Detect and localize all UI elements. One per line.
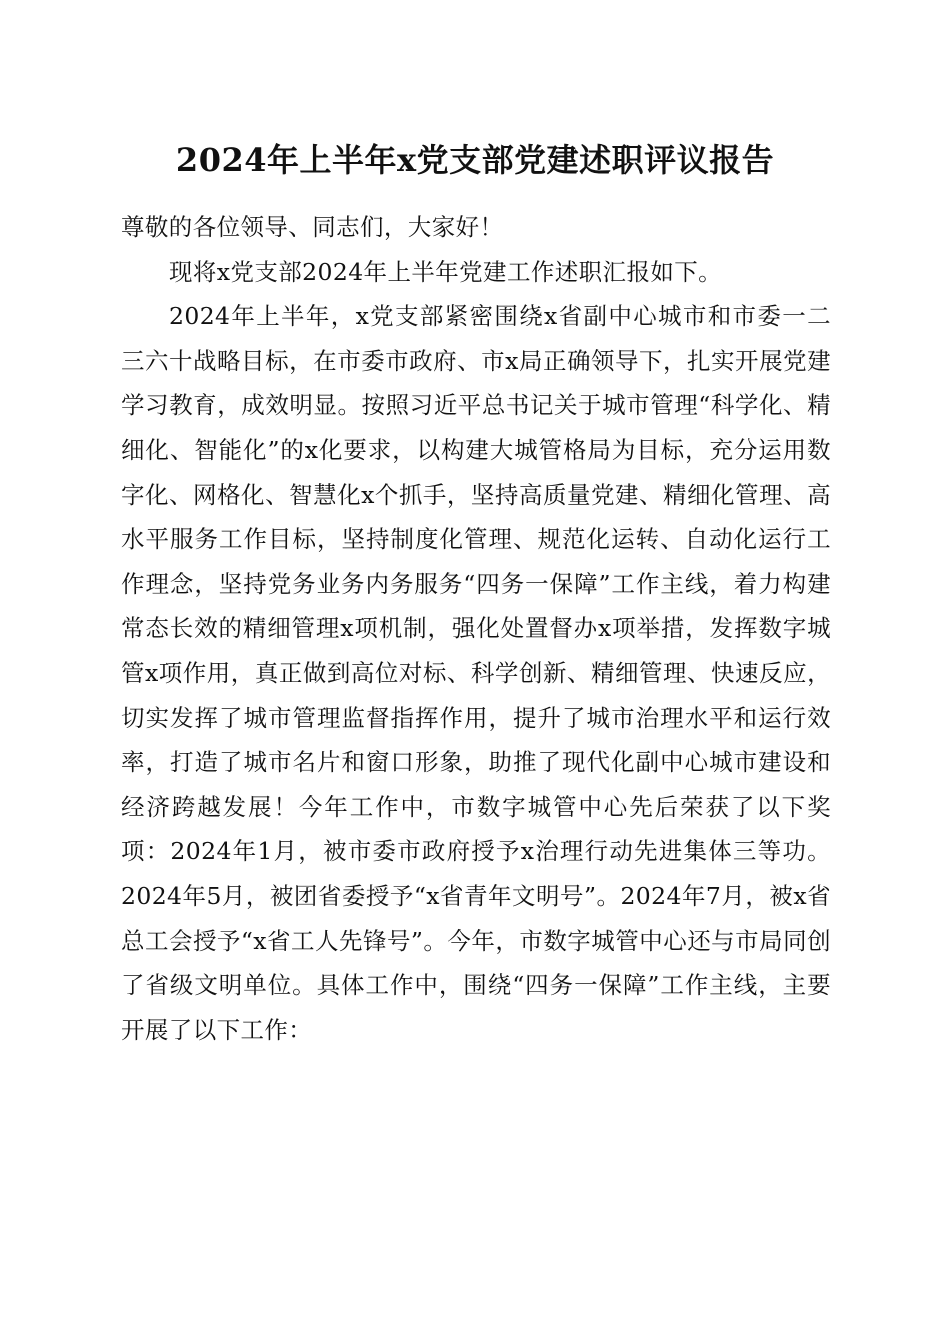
document-title: 2024年上半年x党支部党建述职评议报告 xyxy=(175,141,775,179)
intro-paragraph: 现将x党支部2024年上半年党建工作述职汇报如下。 xyxy=(169,257,723,286)
main-paragraph: 2024年上半年，x党支部紧密围绕x省副中心城市和市委一二三六十战略目标，在市委市政府、市x局正确领导下，扎实开展党建学习教育，成效明显。按照习近平总书记关于城市管理“科学化、精细化、智能化”的x化要求，以构建大城管格局为目标，充分运用数字化、网格化、智慧化x个抓手，坚持高质量党建、精细化管理、高水平服务工作目标，坚持制度化管理、规范化运转、自动化运行工作理念，坚持党务业务内务服务“四务一保障”工作主线，着力构建常态长效的精细管理x项机制，强化处置督办x项举措，发挥数字城管x项作用，真正做到高位对标、科学创新、精细管理、快速反应，切实发挥了城市管理监督指挥作用，提升了城市治理水平和运行效率，打造了城市名片和窗口形象，助推了现代化副中心城市建设和经济跨越发展！今年工作中，市数字城管中心先后荣获了以下奖项：2024年1月，被市委市政府授予x治理行动先进集体三等功。2024年5月，被团省委授予“x省青年文明号”。2024年7月，被x省总工会授予“x省工人先锋号”。今年，市数字城管中心还与市局同创了省级文明单位。具体工作中，围绕“四务一保障”工作主线，主要开展了以下工作： xyxy=(121,302,831,1044)
greeting-line: 尊敬的各位领导、同志们，大家好！ xyxy=(121,213,504,241)
document-body xyxy=(121,205,831,1052)
